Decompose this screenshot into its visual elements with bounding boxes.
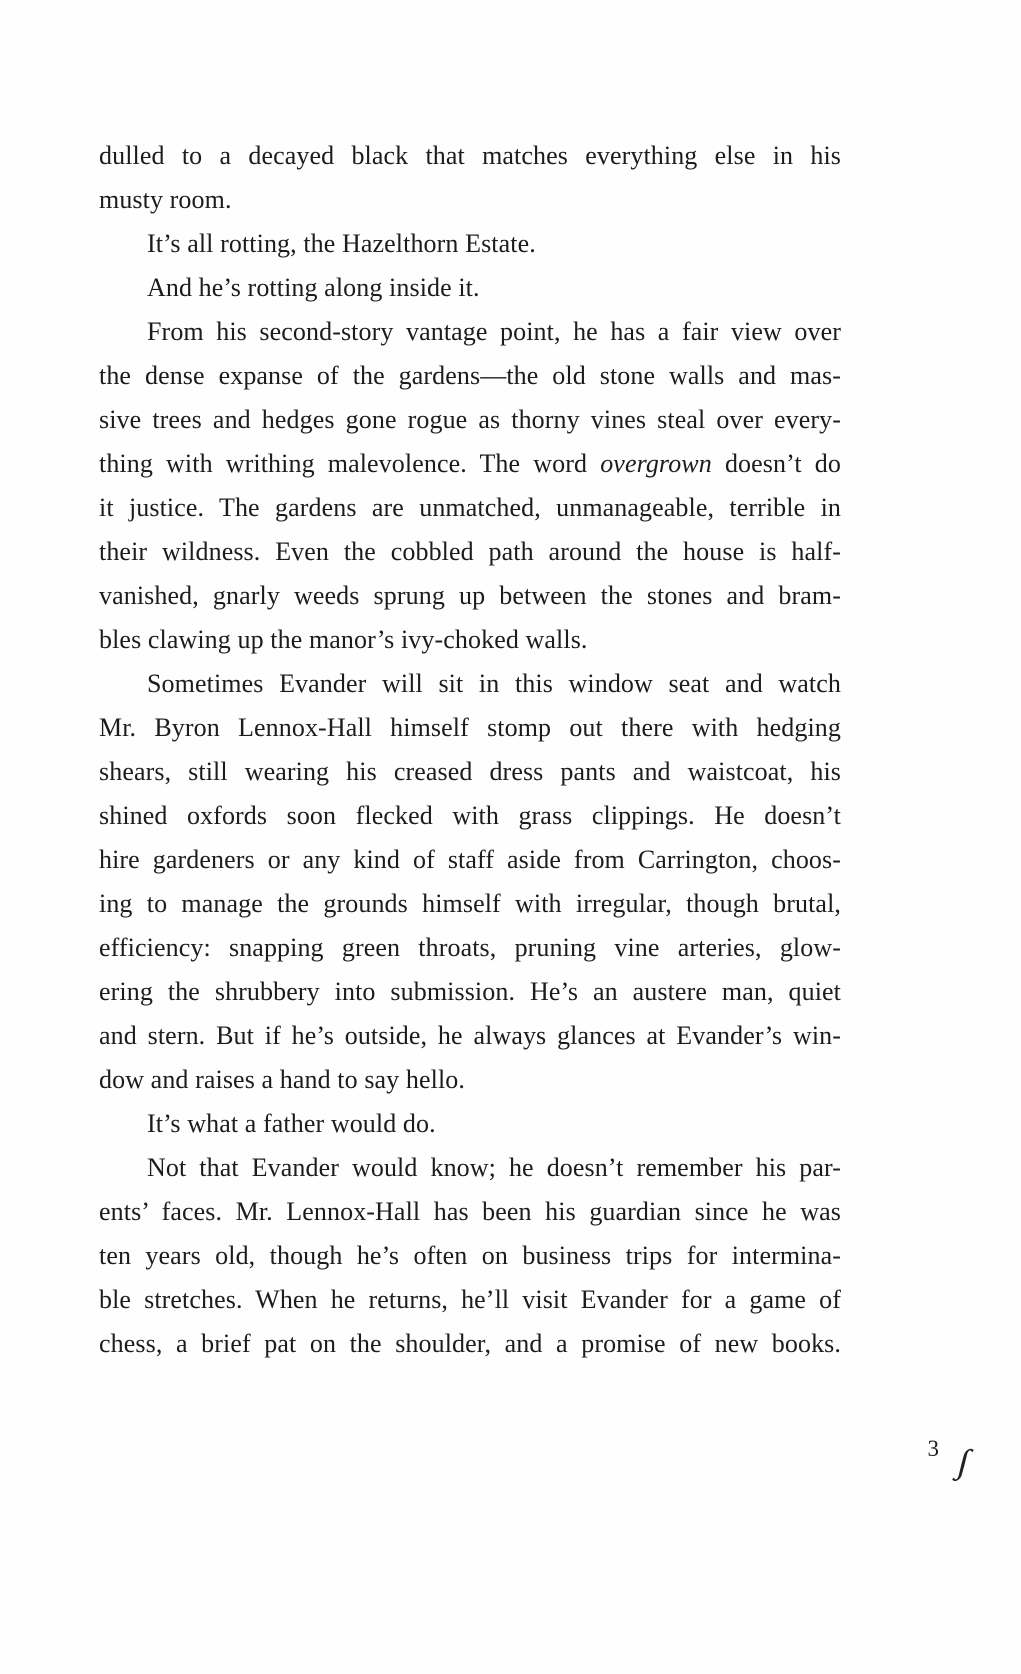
text-line	[99, 354, 841, 398]
paragraph	[99, 266, 841, 310]
text-line	[99, 706, 841, 750]
text-line	[99, 882, 841, 926]
text-line	[99, 1058, 841, 1102]
text-line	[99, 442, 841, 486]
text-line	[99, 926, 841, 970]
text-segment: it justice. The gardens are unmatched, unmanageable, terrible in	[99, 493, 841, 522]
text-line	[99, 574, 841, 618]
text-segment: ten years old, though he’s often on business trips for intermina-	[99, 1241, 841, 1270]
page-number: 3	[927, 1436, 939, 1461]
text-line	[99, 970, 841, 1014]
pen-flourish-icon: ∫	[954, 1440, 974, 1482]
text-line	[99, 310, 841, 354]
paragraph	[99, 662, 841, 1102]
text-line	[99, 1146, 841, 1190]
text-segment: dow and raises a hand to say hello.	[99, 1065, 465, 1094]
text-segment: vanished, gnarly weeds sprung up between the stones and bram-	[99, 581, 841, 610]
text-segment: bles clawing up the manor’s ivy-choked walls.	[99, 625, 588, 654]
text-segment: and stern. But if he’s outside, he always glances at Evander’s win-	[99, 1021, 841, 1050]
paragraph	[99, 222, 841, 266]
text-line	[99, 486, 841, 530]
text-segment: their wildness. Even the cobbled path around the house is half-	[99, 537, 841, 566]
text-segment: And he’s rotting along inside it.	[147, 273, 480, 302]
text-segment: From his second-story vantage point, he has a fair view over	[147, 317, 841, 346]
text-segment: doesn’t do	[711, 449, 841, 478]
text-segment: ing to manage the grounds himself with irregular, though brutal,	[99, 889, 841, 918]
text-line	[99, 838, 841, 882]
text-line	[99, 794, 841, 838]
paragraph	[99, 134, 841, 222]
paragraph	[99, 310, 841, 662]
text-line	[99, 1190, 841, 1234]
text-segment: sive trees and hedges gone rogue as thorny vines steal over every-	[99, 405, 841, 434]
text-block	[99, 134, 841, 1366]
text-line	[99, 1322, 841, 1366]
text-line	[99, 750, 841, 794]
text-line	[99, 662, 841, 706]
text-segment: Not that Evander would know; he doesn’t remember his par-	[147, 1153, 841, 1182]
text-line	[99, 222, 841, 266]
text-segment: the dense expanse of the gardens—the old stone walls and mas-	[99, 361, 841, 390]
text-line	[99, 1102, 841, 1146]
text-segment: ents’ faces. Mr. Lennox-Hall has been his guardian since he was	[99, 1197, 841, 1226]
text-segment: shined oxfords soon flecked with grass clippings. He doesn’t	[99, 801, 841, 830]
text-segment: dulled to a decayed black that matches everything else in his	[99, 141, 841, 170]
text-segment: thing with writhing malevolence. The word	[99, 449, 601, 478]
text-segment: ble stretches. When he returns, he’ll visit Evander for a game of	[99, 1285, 841, 1314]
text-segment: shears, still wearing his creased dress pants and waistcoat, his	[99, 757, 841, 786]
text-line	[99, 134, 841, 178]
text-line	[99, 1278, 841, 1322]
text-line	[99, 178, 841, 222]
text-line	[99, 266, 841, 310]
text-segment: musty room.	[99, 185, 232, 214]
text-line	[99, 1234, 841, 1278]
text-segment: Sometimes Evander will sit in this window seat and watch	[147, 669, 841, 698]
text-segment: overgrown	[600, 449, 712, 478]
text-line	[99, 530, 841, 574]
text-line	[99, 618, 841, 662]
text-line	[99, 1014, 841, 1058]
paragraph	[99, 1146, 841, 1366]
text-segment: hire gardeners or any kind of staff aside from Carrington, choos-	[99, 845, 841, 874]
text-segment: It’s what a father would do.	[147, 1109, 436, 1138]
text-line	[99, 398, 841, 442]
paragraph	[99, 1102, 841, 1146]
text-segment: Mr. Byron Lennox-Hall himself stomp out there with hedging	[99, 713, 841, 742]
text-segment: efficiency: snapping green throats, pruning vine arteries, glow-	[99, 933, 841, 962]
text-segment: chess, a brief pat on the shoulder, and a promise of new books.	[99, 1329, 841, 1358]
text-segment: It’s all rotting, the Hazelthorn Estate.	[147, 229, 536, 258]
text-segment: ering the shrubbery into submission. He’s an austere man, quiet	[99, 977, 841, 1006]
